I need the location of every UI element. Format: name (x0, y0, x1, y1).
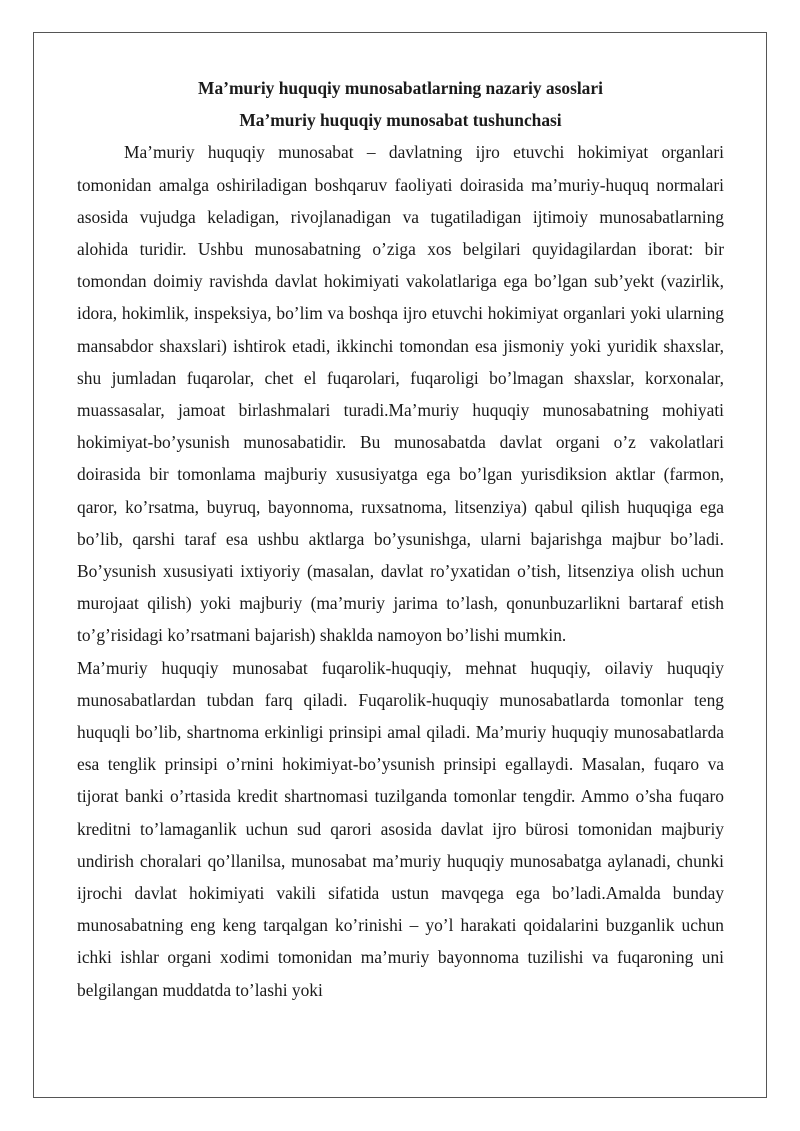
document-title: Ma’muriy huquqiy munosabatlarning nazariy asoslari (198, 78, 603, 98)
document-body (77, 72, 724, 1006)
paragraph-1: Ma’muriy huquqiy munosabat – davlatning ijro etuvchi hokimiyat organlari tomonidan amalga oshiriladigan boshqaruv faoliyati doirasida ma’muriy-huquq normalari asosida vujudga keladigan, rivojlanadigan va tugatiladigan ijtimoiy munosabatlarning alohida turidir. Ushbu munosabatning o’ziga xos belgilari quyidagilardan iborat: bir tomondan doimiy ravishda davlat hokimiyati vakolatlariga ega bo’lgan sub’yekt (vazirlik, idora, hokimlik, inspeksiya, bo’lim va boshqa ijro etuvchi hokimiyat organlari yoki ularning mansabdor shaxslari) ishtirok etadi, ikkinchi tomondan esa jismoniy yoki yuridik shaxslar, shu jumladan fuqarolar, chet el fuqarolari, fuqaroligi bo’lmagan shaxslar, korxonalar, muassasalar, jamoat birlashmalari turadi.Ma’muriy huquqiy munosabatning mohiyati hokimiyat-bo’ysunish munosabatidir. Bu munosabatda davlat organi o’z vakolatlari doirasida bir tomonlama majburiy xususiyatga ega bo’lgan yurisdiksion aktlar (farmon, qaror, ko’rsatma, buyruq, bayonnoma, ruxsatnoma, litsenziya) qabul qilish huquqiga ega bo’lib, qarshi taraf esa ushbu aktlarga bo’ysunishga, ularni bajarishga majbur bo’ladi. Bo’ysunish xususiyati ixtiyoriy (masalan, davlat ro’yxatidan o’tish, litsenziya olish uchun murojaat qilish) yoki majburiy (ma’muriy jarima to’lash, qonunbuzarlikni bartaraf etish to’g’risidagi ko’rsatmani bajarish) shaklda namoyon bo’lishi mumkin. (77, 142, 724, 646)
document-subtitle: Ma’muriy huquqiy munosabat tushunchasi (239, 110, 562, 131)
paragraph-2: Ma’muriy huquqiy munosabat fuqarolik-huquqiy, mehnat huquqiy, oilaviy huquqiy munosabatlardan tubdan farq qiladi. Fuqarolik-huquqiy munosabatlarda tomonlar teng huquqli bo’lib, shartnoma erkinligi prinsipi amal qiladi. Ma’muriy huquqiy munosabatlarda esa tenglik prinsipi o’rnini hokimiyat-bo’ysunish prinsipi egallaydi. Masalan, fuqaro va tijorat banki o’rtasida kredit shartnomasi tuzilganda tomonlar tengdir. Ammo o’sha fuqaro kreditni to’lamaganlik uchun sud qarori asosida davlat ijro bürosi tomonidan majburiy undirish choralari qo’llanilsa, munosabat ma’muriy huquqiy munosabatga aylanadi, chunki ijrochi davlat hokimiyati vakili sifatida ustun mavqega ega bo’ladi.Amalda bunday munosabatning eng keng tarqalgan ko’rinishi – yo’l harakati qoidalarini buzganlik uchun ichki ishlar organi xodimi tomonidan ma’muriy bayonnoma tuzilishi va fuqaroning uni belgilangan muddatda to’lashi yoki (77, 657, 724, 1000)
